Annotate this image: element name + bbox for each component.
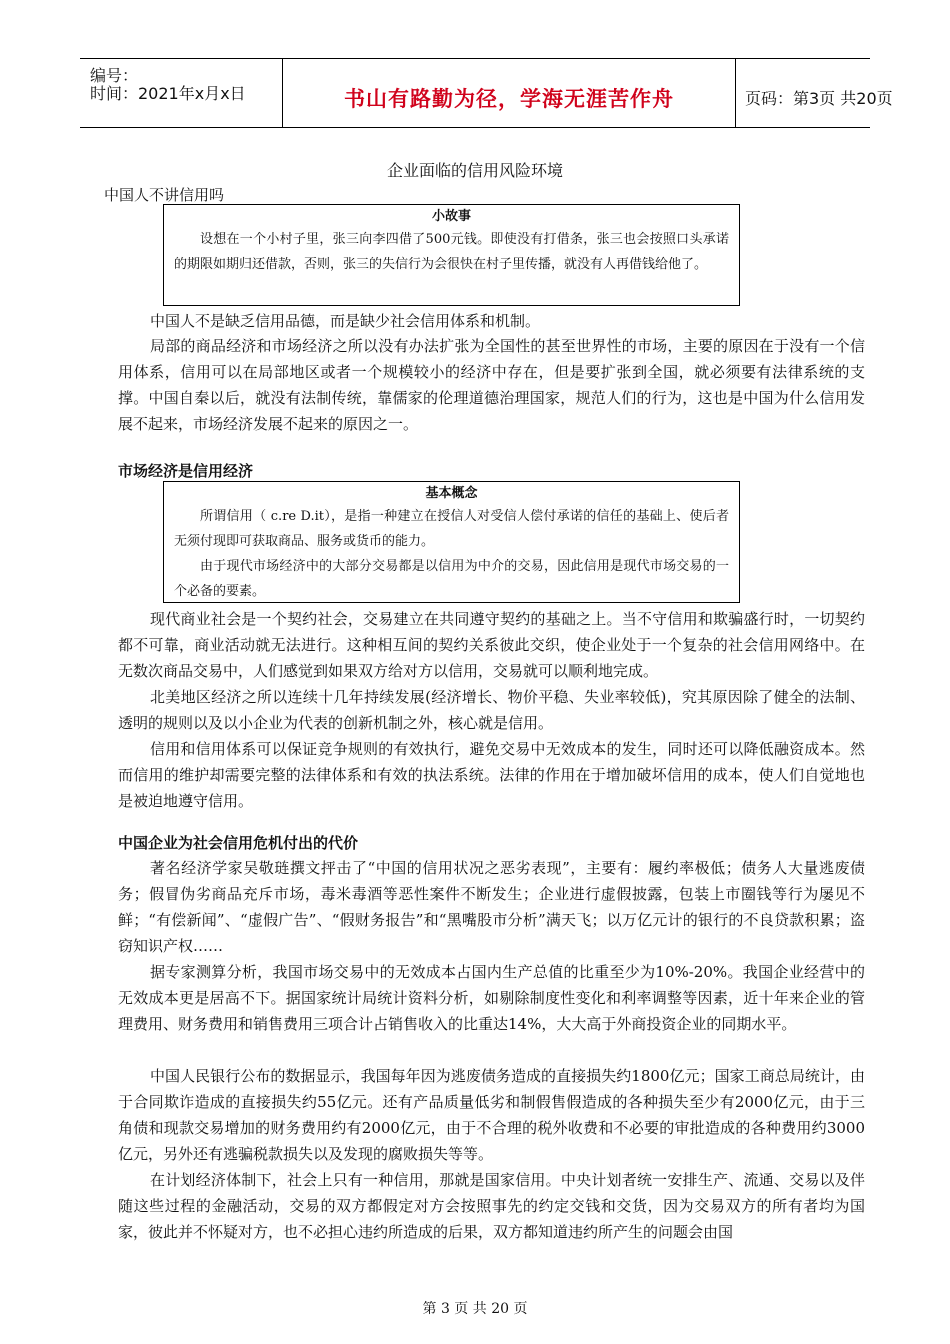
document-title: 企业面临的信用风险环境 (386, 161, 563, 180)
section-heading: 中国人不讲信用吗 (104, 186, 225, 204)
paragraph: 信用和信用体系可以保证竞争规则的有效执行，避免交易中无效成本的发生，同时还可以降低融资成本。然而信用的维护却需要完整的法律体系和有效的执法系统。法律的作用在于增加破坏信用的成本，使人们自觉地也是被迫地遵守信用。 (118, 740, 865, 810)
box-title: 小故事 (431, 209, 471, 224)
paragraph: 现代商业社会是一个契约社会，交易建立在共同遵守契约的基础之上。当不守信用和欺骗盛行时，一切契约都不可靠，商业活动就无法进行。这种相互间的契约关系彼此交织，使企业处于一个复杂的社会信用网络中。在无数次商品交易中，人们感觉到如果双方给对方以信用，交易就可以顺利地完成。 (118, 610, 865, 680)
box-text: 由于现代市场经济中的大部分交易都是以信用为中介的交易，因此信用是现代市场交易的一个必备的要素。 (174, 559, 729, 599)
box-title: 基本概念 (425, 486, 478, 501)
document-number: 编号： (90, 66, 139, 85)
header-page-cell (735, 59, 893, 127)
paragraph: 在计划经济体制下，社会上只有一种信用，那就是国家信用。中央计划者统一安排生产、流通、交易以及伴随这些过程的金融活动，交易的双方都假定对方会按照事先的约定交钱和交货，因为交易双方的所有者均为国家，彼此并不怀疑对方，也不必担心违约所造成的后果，双方都知道违约所产生的问题会由国 (118, 1171, 865, 1241)
document-date: 时间：2021年x月x日 (90, 84, 246, 103)
header-motto-cell (282, 59, 736, 127)
page-footer: 第 3 页 共 20 页 (422, 1301, 528, 1317)
page-header (80, 58, 893, 128)
paragraph: 中国人不是缺乏信用品德，而是缺少社会信用体系和机制。 (150, 312, 541, 330)
story-box (163, 204, 740, 306)
section-heading: 市场经济是信用经济 (118, 462, 254, 480)
paragraph: 北美地区经济之所以连续十几年持续发展(经济增长、物价平稳、失业率较低)，究其原因除了健全的法制、透明的规则以及以小企业为代表的创新机制之外，核心就是信用。 (118, 688, 865, 732)
motto: 书山有路勤为径，学海无涯苦作舟 (344, 87, 674, 111)
page-indicator: 页码：第3页 共20页 (745, 89, 893, 108)
section-heading: 中国企业为社会信用危机付出的代价 (118, 834, 359, 852)
paragraph: 局部的商品经济和市场经济之所以没有办法扩张为全国性的甚至世界性的市场，主要的原因在于没有一个信用体系，信用可以在局部地区或者一个规模较小的经济中存在，但是要扩张到全国，就必须要有法律系统的支撑。中国自秦以后，就没有法制传统，靠儒家的伦理道德治理国家，规范人们的行为，这也是中国为什么信用发展不起来，市场经济发展不起来的原因之一。 (118, 337, 865, 433)
paragraph: 据专家测算分析，我国市场交易中的无效成本占国内生产总值的比重至少为10%-20%。我国企业经营中的无效成本更是居高不下。据国家统计局统计资料分析，如剔除制度性变化和利率调整等因素，近十年来企业的管理费用、财务费用和销售费用三项合计占销售收入的比重达14%，大大高于外商投资企业的同期水平。 (118, 963, 865, 1033)
paragraph: 著名经济学家吴敬琏撰文抨击了“中国的信用状况之恶劣表现”，主要有：履约率极低；债务人大量逃废债务；假冒伪劣商品充斥市场，毒米毒酒等恶性案件不断发生；企业进行虚假披露，包装上市圈钱等行为屡见不鲜；“有偿新闻”、“虚假广告”、“假财务报告”和“黑嘴股市分析”满天飞；以万亿元计的银行的不良贷款积累；盗窃知识产权…… (118, 859, 865, 955)
concept-box (163, 481, 740, 603)
header-meta (80, 59, 282, 127)
box-text: 设想在一个小村子里，张三向李四借了500元钱。即使没有打借条，张三也会按照口头承诺的期限如期归还借款，否则，张三的失信行为会很快在村子里传播，就没有人再借钱给他了。 (174, 232, 729, 272)
box-text: 所谓信用（ c.re D.it），是指一种建立在授信人对受信人偿付承诺的信任的基础上、使后者无须付现即可获取商品、服务或货币的能力。 (174, 509, 729, 549)
paragraph: 中国人民银行公布的数据显示，我国每年因为逃废债务造成的直接损失约1800亿元；国家工商总局统计，由于合同欺诈造成的直接损失约55亿元。还有产品质量低劣和制假售假造成的各种损失至少有2000亿元，由于三角债和现款交易增加的财务费用约有2000亿元，由于不合理的税外收费和不必要的审批造成的各种费用约3000亿元，另外还有逃骗税款损失以及发现的腐败损失等等。 (118, 1067, 865, 1163)
